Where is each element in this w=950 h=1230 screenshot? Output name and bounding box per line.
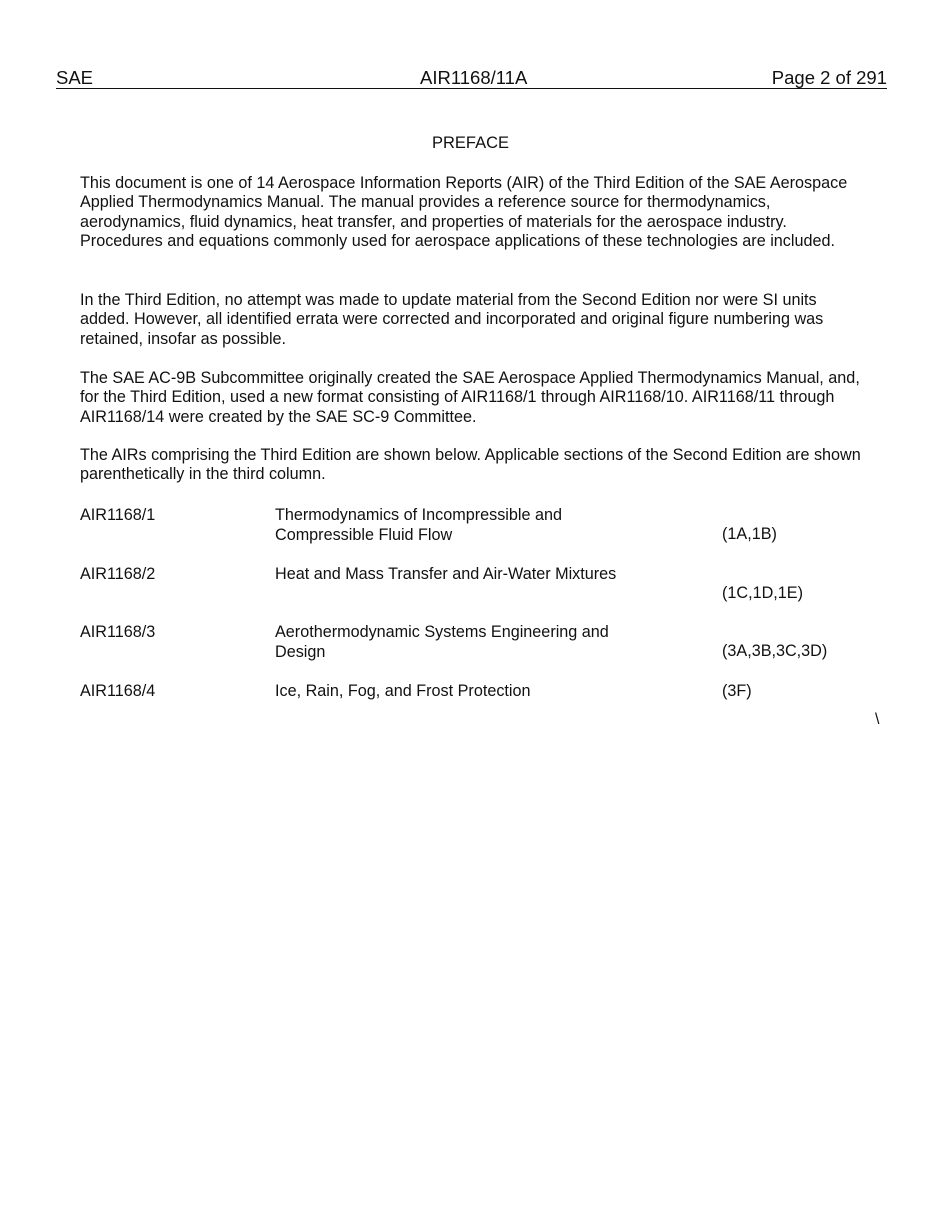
page-header <box>56 67 887 89</box>
air-list-row <box>80 565 870 604</box>
air-title: Heat and Mass Transfer and Air-Water Mixtures <box>275 564 617 583</box>
air-id: AIR1168/2 <box>80 564 156 583</box>
air-id: AIR1168/3 <box>80 623 156 641</box>
air-title: Aerothermodynamic Systems Engineering and Design <box>275 623 609 661</box>
header-organization: SAE <box>56 67 94 88</box>
air-second-edition-ref: (1C,1D,1E) <box>722 583 803 602</box>
paragraph-2: In the Third Edition, no attempt was made to update material from the Second Edition nor were SI units added. However, all identified errata were corrected and incorporated and original figure numbering was retained, insofar as possible. <box>80 291 824 348</box>
air-title: Thermodynamics of Incompressible and Compressible Fluid Flow <box>275 506 563 544</box>
air-list-row <box>80 682 870 702</box>
paragraph-3: The SAE AC-9B Subcommittee originally created the SAE Aerospace Applied Thermodynamics Manual, and, for the Third Edition, used a new format consisting of AIR1168/1 through AIR1168/10. AIR1168/11 through AIR1168/14 were created by the SAE SC-9 Committee. <box>80 369 860 426</box>
header-document-number: AIR1168/11A <box>420 67 528 88</box>
section-title: PREFACE <box>431 134 510 152</box>
air-list <box>80 506 870 721</box>
paragraph-1: This document is one of 14 Aerospace Information Reports (AIR) of the Third Edition of the SAE Aerospace Applied Thermodynamics Manual. The manual provides a reference source for thermodynamics, aerodynamics, fluid dynamics, heat transfer, and properties of materials for the aerospace industry. Procedures and equations commonly used for aerospace applications of these technologies are included. <box>80 174 848 251</box>
stray-backslash-mark: \ <box>875 711 880 728</box>
air-list-row <box>80 506 870 545</box>
air-id: AIR1168/1 <box>80 506 156 524</box>
air-second-edition-ref: (3A,3B,3C,3D) <box>722 642 828 661</box>
air-list-row <box>80 623 870 662</box>
air-second-edition-ref: (3F) <box>722 681 752 700</box>
header-page-number: Page 2 of 291 <box>771 67 887 88</box>
air-second-edition-ref: (1A,1B) <box>722 525 777 544</box>
air-title: Ice, Rain, Fog, and Frost Protection <box>275 681 531 700</box>
air-id: AIR1168/4 <box>80 681 156 700</box>
paragraph-4: The AIRs comprising the Third Edition are shown below. Applicable sections of the Second Edition are shown parenthetically in the third column. <box>80 446 861 484</box>
